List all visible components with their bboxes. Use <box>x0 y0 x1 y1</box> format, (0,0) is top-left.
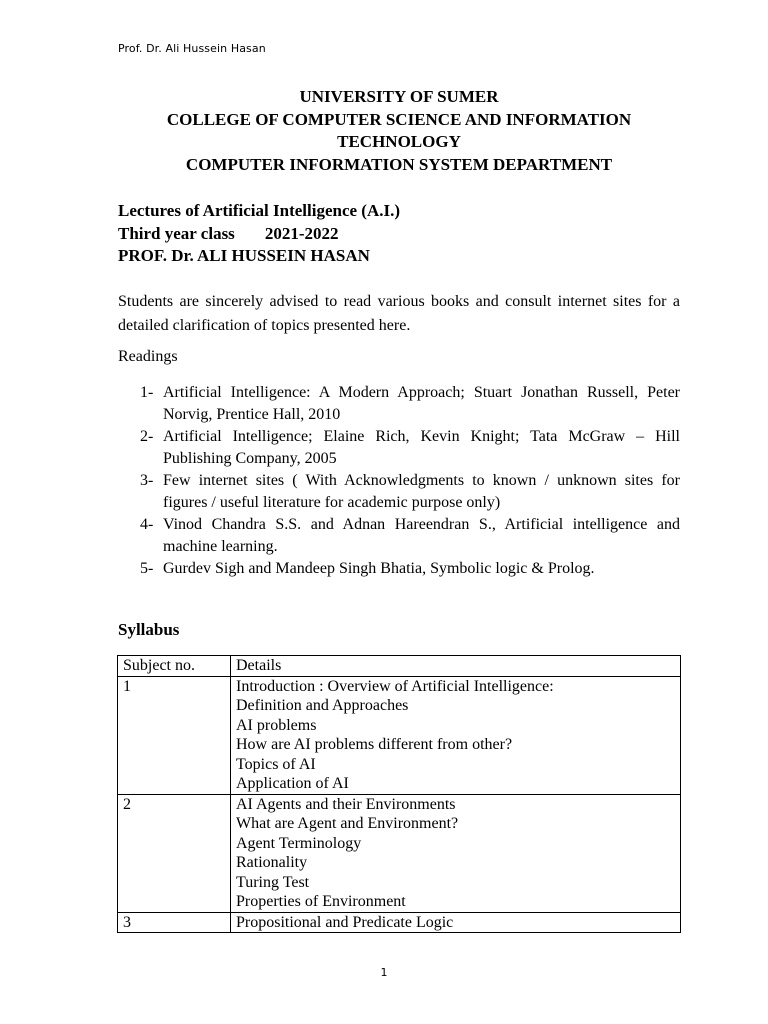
list-text: Few internet sites ( With Acknowledgments to known / unknown sites for figures / useful literature for academic purpose only) <box>163 472 680 511</box>
department-name: COMPUTER INFORMATION SYSTEM DEPARTMENT <box>185 154 613 174</box>
college-name-cont: TECHNOLOGY <box>337 132 461 151</box>
table-row <box>118 676 681 794</box>
list-item <box>118 470 680 514</box>
detail-line: Rationality <box>236 854 308 871</box>
detail-line: Properties of Environment <box>236 893 406 910</box>
advice-paragraph: Students are sincerely advised to read various books and consult internet sites for a detailed clarification of topics presented here. <box>118 293 680 334</box>
list-item <box>118 426 680 470</box>
detail-line: Application of AI <box>236 775 349 792</box>
column-header: Subject no. <box>118 656 231 677</box>
detail-line: What are Agent and Environment? <box>236 815 459 832</box>
list-text: Artificial Intelligence; Elaine Rich, Kevin Knight; Tata McGraw – Hill Publishing Company, 2005 <box>163 428 680 467</box>
list-number: 2- <box>140 428 154 445</box>
detail-line: AI Agents and their Environments <box>236 795 456 813</box>
syllabus-table <box>117 655 681 933</box>
table-header-row <box>118 656 681 677</box>
list-number: 3- <box>140 472 154 489</box>
table-row <box>118 794 681 912</box>
list-text: Gurdev Sigh and Mandeep Singh Bhatia, Symbolic logic & Prolog. <box>163 560 595 577</box>
list-number: 5- <box>140 560 154 577</box>
list-text: Artificial Intelligence: A Modern Approach; Stuart Jonathan Russell, Peter Norvig, Prentice Hall, 2010 <box>163 384 680 423</box>
class-label: Third year class <box>118 223 235 243</box>
university-name: UNIVERSITY OF SUMER <box>299 87 499 106</box>
list-number: 1- <box>140 384 154 401</box>
list-item <box>118 558 680 580</box>
subject-details <box>231 676 681 794</box>
detail-line: Turing Test <box>236 873 310 891</box>
readings-heading: Readings <box>118 348 178 365</box>
list-item <box>118 382 680 426</box>
column-header: Details <box>231 656 681 677</box>
list-text: Vinod Chandra S.S. and Adnan Hareendran S., Artificial intelligence and machine learning. <box>163 516 680 555</box>
readings-list <box>118 382 680 580</box>
syllabus-heading: Syllabus <box>118 620 180 639</box>
lecture-info <box>118 200 400 268</box>
class-line <box>118 223 400 246</box>
institution-heading <box>118 86 680 176</box>
detail-line: How are AI problems different from other? <box>236 736 513 753</box>
college-name: COLLEGE OF COMPUTER SCIENCE AND INFORMATION <box>166 109 632 129</box>
academic-year: 2021-2022 <box>264 223 339 243</box>
list-item <box>118 514 680 558</box>
lecture-title: Lectures of Artificial Intelligence (A.I.) <box>118 201 401 220</box>
subject-details <box>231 794 681 912</box>
detail-line: Topics of AI <box>236 755 316 773</box>
running-header: Prof. Dr. Ali Hussein Hasan <box>118 42 266 55</box>
list-number: 4- <box>140 516 154 533</box>
detail-line: Definition and Approaches <box>236 697 409 714</box>
detail-line: Introduction : Overview of Artificial Intelligence: <box>236 677 554 695</box>
page-number: 1 <box>380 966 388 979</box>
professor-name: PROF. Dr. ALI HUSSEIN HASAN <box>118 246 370 265</box>
table-row <box>118 912 681 933</box>
subject-number: 2 <box>118 794 231 912</box>
subject-details <box>231 912 681 933</box>
detail-line: AI problems <box>236 716 317 734</box>
subject-number: 1 <box>118 676 231 794</box>
detail-line: Agent Terminology <box>236 834 362 852</box>
detail-line: Propositional and Predicate Logic <box>236 913 454 931</box>
subject-number: 3 <box>118 912 231 933</box>
